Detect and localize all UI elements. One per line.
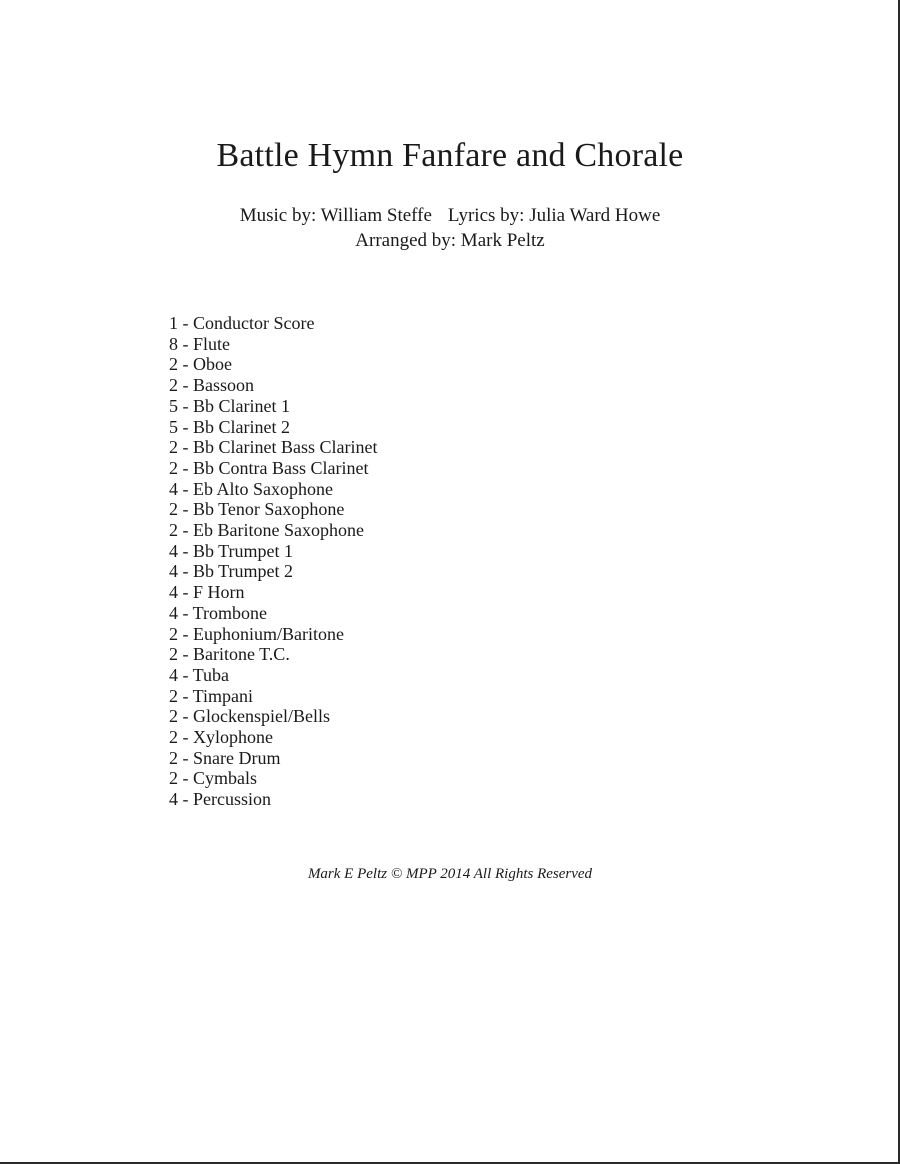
arranger-credit: Arranged by: Mark Peltz — [355, 230, 545, 251]
credits-row-composers — [0, 203, 900, 228]
list-item: 4 - Bb Trumpet 2 — [169, 561, 294, 582]
list-item: 2 - Baritone T.C. — [169, 644, 290, 665]
list-item: 2 - Glockenspiel/Bells — [169, 706, 330, 727]
list-item: 8 - Flute — [169, 333, 230, 354]
list-item: 2 - Timpani — [169, 685, 254, 706]
list-item: 4 - Percussion — [169, 789, 271, 810]
instrumentation-list — [169, 313, 377, 810]
page-title: Battle Hymn Fanfare and Chorale — [216, 137, 684, 174]
copyright-notice: Mark E Peltz © MPP 2014 All Rights Reserved — [307, 866, 593, 882]
list-item: 2 - Bb Contra Bass Clarinet — [169, 457, 369, 478]
list-item: 4 - Bb Trumpet 1 — [169, 540, 294, 561]
list-item: 2 - Snare Drum — [169, 747, 281, 768]
credits-block — [0, 203, 900, 253]
list-item: 2 - Eb Baritone Saxophone — [169, 520, 364, 541]
lyrics-credit: Lyrics by: Julia Ward Howe — [447, 205, 661, 226]
list-item: 1 - Conductor Score — [169, 313, 315, 333]
list-item: 4 - Tuba — [169, 664, 230, 685]
list-item: 5 - Bb Clarinet 1 — [169, 395, 290, 416]
list-item: 2 - Cymbals — [169, 768, 257, 789]
list-item: 2 - Bassoon — [169, 375, 254, 396]
list-item: 2 - Bb Tenor Saxophone — [169, 499, 345, 520]
list-item: 4 - F Horn — [169, 582, 245, 603]
list-item: 4 - Trombone — [169, 602, 268, 623]
list-item: 2 - Bb Clarinet Bass Clarinet — [169, 437, 378, 458]
list-item: 4 - Eb Alto Saxophone — [169, 478, 333, 499]
list-item: 5 - Bb Clarinet 2 — [169, 416, 290, 437]
music-credit: Music by: William Steffe — [239, 205, 432, 226]
list-item: 2 - Xylophone — [169, 727, 273, 748]
list-item: 2 - Euphonium/Baritone — [169, 623, 344, 644]
list-item: 2 - Oboe — [169, 354, 232, 375]
